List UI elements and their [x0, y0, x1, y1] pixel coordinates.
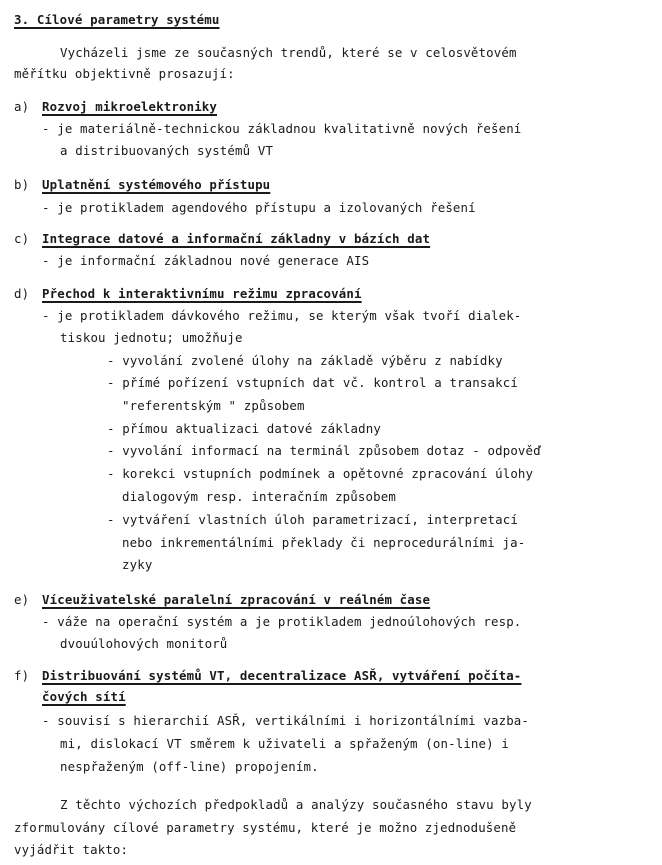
subitem-line: - přímou aktualizaci datové základny [107, 421, 381, 436]
subitem-line: - vyvolání informací na terminál způsobem dotaz - odpověď [107, 443, 541, 458]
item-letter: d) [14, 286, 30, 301]
intro-line: měřítku objektivně prosazují: [14, 66, 235, 81]
item-text-line: - je protikladem agendového přístupu a izolovaných řešení [42, 200, 476, 215]
intro-line: Vycházeli jsme ze současných trendů, které se v celosvětovém [60, 45, 517, 60]
item-letter: f) [14, 668, 30, 683]
item-letter: e) [14, 592, 30, 607]
closing-line: Z těchto výchozích předpokladů a analýzy současného stavu byly [60, 797, 532, 812]
subitem-line: zyky [122, 557, 153, 572]
item-text-line: nespřaženým (off-line) propojením. [60, 759, 319, 774]
item-text-line: - je informační základnou nové generace AIS [42, 253, 370, 268]
item-heading: Integrace datové a informační základny v bázích dat [42, 231, 431, 246]
item-heading: Přechod k interaktivnímu režimu zpracování [42, 286, 362, 301]
section-title: 3. Cílové parametry systému [14, 12, 220, 27]
item-text-line: mi, dislokací VT směrem k uživateli a spřaženým (on-line) i [60, 736, 509, 751]
subitem-line: - korekci vstupních podmínek a opětovné zpracování úlohy [107, 466, 534, 481]
item-heading: Rozvoj mikroelektroniky [42, 99, 218, 114]
item-heading: Víceuživatelské paralelní zpracování v reálném čase [42, 592, 431, 607]
item-heading: Uplatnění systémového přístupu [42, 177, 271, 192]
subitem-line: nebo inkrementálními překlady či neprocedurálními ja- [122, 535, 526, 550]
subitem-line: dialogovým resp. interačním způsobem [122, 489, 396, 504]
item-letter: c) [14, 231, 30, 246]
item-text-line: dvouúlohových monitorů [60, 636, 228, 651]
item-text-line: tiskou jednotu; umožňuje [60, 330, 243, 345]
item-heading: čových sítí [42, 689, 126, 704]
item-text-line: - váže na operační systém a je protikladem jednoúlohových resp. [42, 614, 522, 629]
item-text-line: - je protikladem dávkového režimu, se kterým však tvoří dialek- [42, 308, 522, 323]
item-heading: Distribuování systémů VT, decentralizace ASŘ, vytváření počíta- [42, 668, 522, 683]
closing-line: zformulovány cílové parametry systému, které je možno zjednodušeně [14, 820, 517, 835]
item-letter: a) [14, 99, 30, 114]
subitem-line: "referentským " způsobem [122, 398, 305, 413]
subitem-line: - přímé pořízení vstupních dat vč. kontrol a transakcí [107, 375, 518, 390]
item-letter: b) [14, 177, 30, 192]
item-text-line: - souvisí s hierarchií ASŘ, vertikálními i horizontálními vazba- [42, 713, 530, 728]
item-text-line: a distribuovaných systémů VT [60, 143, 274, 158]
subitem-line: - vyvolání zvolené úlohy na základě výběru z nabídky [107, 353, 503, 368]
closing-line: vyjádřit takto: [14, 842, 129, 857]
subitem-line: - vytváření vlastních úloh parametrizací, interpretací [107, 512, 518, 527]
item-text-line: - je materiálně-technickou základnou kvalitativně nových řešení [42, 121, 522, 136]
